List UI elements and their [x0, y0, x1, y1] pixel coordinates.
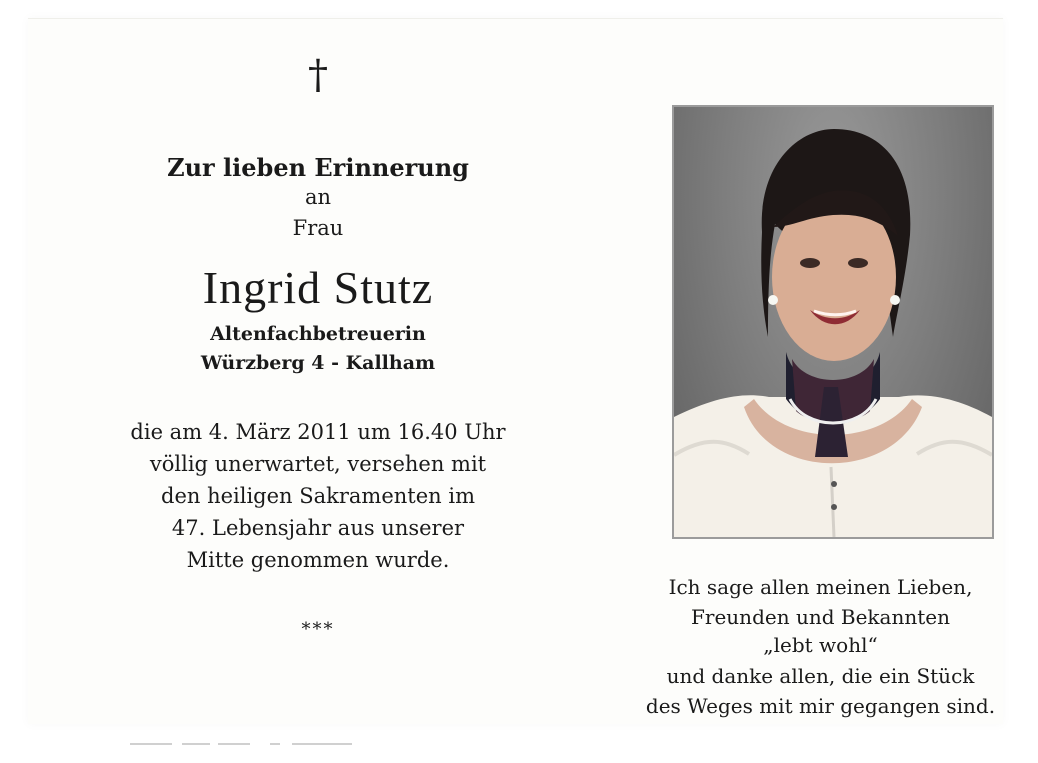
obituary-line: den heiligen Sakramenten im: [161, 484, 475, 508]
separator-stars: ***: [301, 619, 335, 640]
obituary-line: 47. Lebensjahr aus unserer: [171, 516, 465, 540]
obituary-line: völlig unerwartet, versehen mit: [149, 452, 487, 476]
card-left-panel: [68, 53, 568, 713]
memorial-card: [28, 18, 1003, 724]
farewell-line: Freunden und Bekannten: [691, 605, 950, 629]
farewell-line: „lebt wohl“: [763, 633, 878, 657]
memory-heading: Zur lieben Erinnerung: [167, 153, 469, 182]
memory-heading-frau: Frau: [292, 216, 344, 240]
obituary-line: Mitte genommen wurde.: [186, 548, 450, 572]
obituary-line: die am 4. März 2011 um 16.40 Uhr: [130, 420, 506, 444]
profession-text: Altenfachbetreuerin: [210, 323, 426, 345]
farewell-line: des Weges mit mir gegangen sind.: [645, 694, 996, 718]
faint-printer-note: [130, 738, 450, 750]
portrait-photo: [672, 105, 994, 539]
memory-heading-an: an: [304, 185, 332, 209]
card-right-panel: [638, 19, 1003, 719]
farewell-line: und danke allen, die ein Stück: [666, 664, 975, 688]
blurred-printer-text-image: [130, 738, 450, 750]
cross-icon: †: [308, 52, 328, 98]
portrait-illustration: [674, 107, 992, 537]
deceased-name: Ingrid Stutz: [202, 262, 434, 313]
address-text: Würzberg 4 - Kallham: [200, 352, 436, 374]
farewell-line: Ich sage allen meinen Lieben,: [668, 575, 973, 599]
